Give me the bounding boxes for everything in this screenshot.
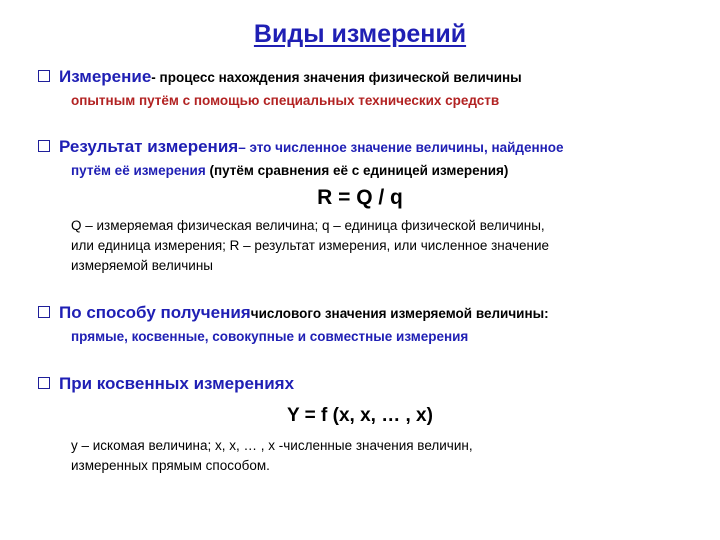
- bullet-line: [38, 137, 698, 157]
- term-description-continued: [71, 329, 698, 344]
- bullet-line: [38, 67, 698, 87]
- term: По способу получения: [59, 303, 251, 322]
- continued-text-blue: путём её измерения: [71, 163, 206, 178]
- formula-explanation: [71, 216, 711, 276]
- bullet-line: [38, 374, 698, 394]
- checkbox-bullet-icon: [38, 306, 50, 318]
- bullet-item-result: [38, 137, 698, 178]
- checkbox-bullet-icon: [38, 70, 50, 82]
- formula-indirect: Y = f (x, x, … , x): [287, 405, 433, 426]
- explanation-line: Q – измеряемая физическая величина; q – единица физической величины,: [71, 218, 545, 233]
- term-description: - процесс нахождения значения физической величины: [151, 70, 522, 85]
- term: При косвенных измерениях: [59, 374, 295, 393]
- formula-result: R = Q / q: [317, 186, 403, 209]
- continued-text: прямые, косвенные, совокупные и совместные измерения: [71, 329, 469, 344]
- bullet-line: [38, 303, 698, 323]
- page-title: Виды измерений: [253, 20, 467, 48]
- term: Измерение: [59, 67, 152, 86]
- continued-text: опытным путём с помощью специальных технических средств: [71, 93, 500, 108]
- term-description: числового значения измеряемой величины:: [250, 306, 549, 321]
- bullet-item-indirect: [38, 374, 698, 394]
- explanation-line: или единица измерения; R – результат измерения, или численное значение: [71, 238, 550, 253]
- term-description: – это численное значение величины, найденное: [238, 140, 564, 155]
- term: Результат измерения: [59, 137, 239, 156]
- checkbox-bullet-icon: [38, 377, 50, 389]
- explanation-line: измеренных прямым способом.: [71, 458, 270, 473]
- continued-text-black: (путём сравнения её с единицей измерения): [205, 163, 509, 178]
- term-description-continued: [71, 163, 698, 178]
- explanation-line: измеряемой величины: [71, 258, 214, 273]
- bullet-item-method: [38, 303, 698, 344]
- explanation-line: у – искомая величина; х, х, … , х -численные значения величин,: [71, 438, 473, 453]
- checkbox-bullet-icon: [38, 140, 50, 152]
- formula-indirect-explanation: [71, 436, 711, 476]
- bullet-item-measurement: [38, 67, 698, 108]
- term-description-continued: [71, 93, 698, 108]
